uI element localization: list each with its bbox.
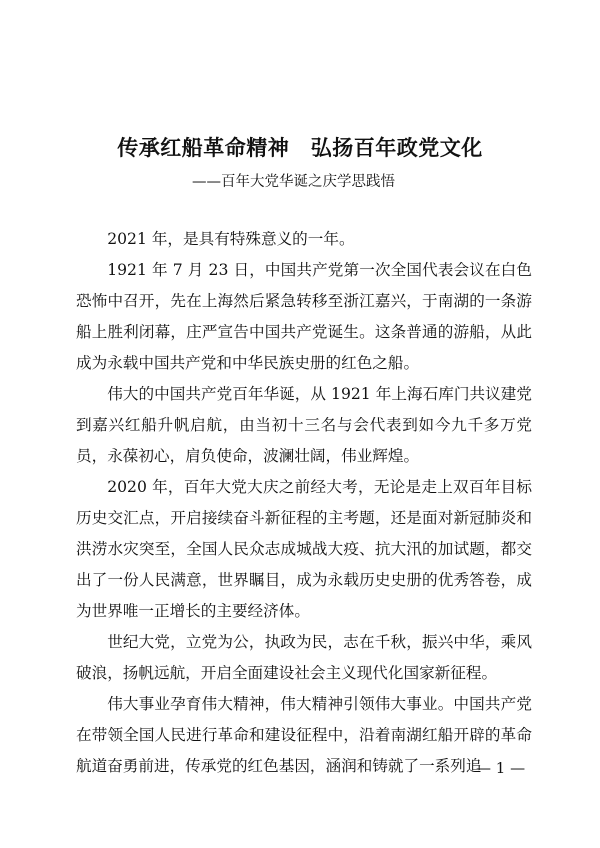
paragraph: 2020 年，百年大党大庆之前经大考，无论是走上双百年目标历史交汇点，开启接续奋斗新征程的主考题，还是面对新冠肺炎和洪涝水灾突至，全国人民众志成城战大疫、抗大汛的加试题，都交出了一份人民满意，世界瞩目，成为永载历史史册的优秀答卷，成为世界唯一正增长的主要经济体。	[76, 478, 532, 620]
document-title: 传承红船革命精神 弘扬百年政党文化	[117, 135, 483, 160]
paragraph: 2021 年，是具有特殊意义的一年。	[107, 230, 355, 248]
paragraph: 1921 年 7 月 23 日，中国共产党第一次全国代表会议在白色恐怖中召开，先在上海然后紧急转移至浙江嘉兴，于南湖的一条游船上胜利闭幕，庄严宣告中国共产党诞生。这条普通的游船，从此成为永载中国共产党和中华民族史册的红色之船。	[76, 261, 532, 372]
page-number: — 1 —	[476, 759, 526, 777]
paragraph: 伟大的中国共产党百年华诞，从 1921 年上海石库门共议建党到嘉兴红船升帆启航，由当初十三名与会代表到如今九千多万党员，永葆初心，肩负使命，波澜壮阔，伟业辉煌。	[76, 385, 532, 465]
document-subtitle: ——百年大党华诞之庆学思践悟	[192, 174, 395, 190]
paragraph: 世纪大党，立党为公，执政为民，志在千秋，振兴中华，乘风破浪，扬帆远航，开启全面建设社会主义现代化国家新征程。	[76, 633, 532, 682]
paragraph: 伟大事业孕育伟大精神，伟大精神引领伟大事业。中国共产党在带领全国人民进行革命和建设征程中，沿着南湖红船开辟的革命航道奋勇前进，传承党的红色基因，涵润和铸就了一系列追	[76, 695, 532, 775]
document-body	[76, 224, 532, 782]
